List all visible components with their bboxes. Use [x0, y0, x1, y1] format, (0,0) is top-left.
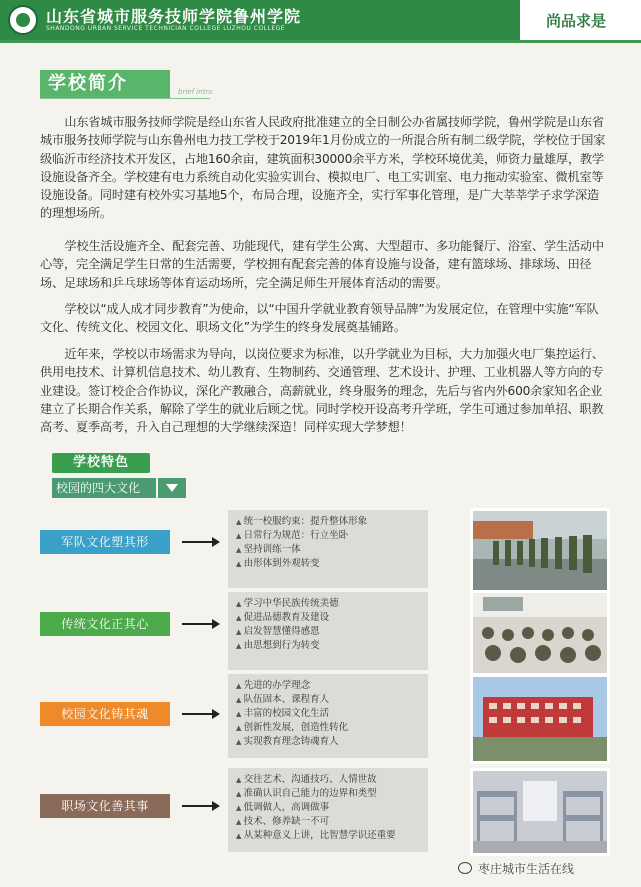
photo-classroom — [470, 590, 610, 676]
intro-divider — [40, 98, 210, 99]
bullet-item: ▲ 技术、修养缺一不可 — [236, 815, 420, 829]
bullet-item: ▲ 先进的办学理念 — [236, 679, 420, 693]
bullet-item: ▲ 促进品德教育及建设 — [236, 611, 420, 625]
page-header — [0, 0, 641, 40]
watermark: 枣庄城市生活在线 — [478, 862, 575, 876]
bullet-item: ▲ 由形体到外观转变 — [236, 557, 420, 571]
culture-bullets-campus — [228, 674, 428, 758]
intro-paragraph-1: 山东省城市服务技师学院是经山东省人民政府批准建立的全日制公办省属技师学院，鲁州学院是山东省城市服务技师学院与山东鲁州电力技工学校于2019年1月份成立的一所混合所有制二级学院，学校位于国家级临沂市经济技术开发区，占地160余亩，建筑面积30000余平方米，学校环境优美，师资力量雄厚，教学设施设备齐全。学校建有电力系统自动化实验实训台、模拟电厂、电工实训室、电力拖动实验室、微机室等设施设备。同时建有校外实习基地5个，布局合理，设施齐全，实行军事化管理，是广大莘莘学子求学深造的理想场所。 — [40, 115, 606, 221]
bullet-item: ▲ 低调做人，高调做事 — [236, 801, 420, 815]
intro-title: 学校简介 — [40, 70, 170, 98]
intro-paragraph-2: 学校生活设施齐全、配套完善、功能现代，建有学生公寓、大型超市、多功能餐厅、浴室、学生活动中心等，完全满足学生日常的生活需要，学校拥有配套完善的体育设施与设备，建有篮球场、排球场、田径场、足球场和乒乓球场等体育运动场所，完全满足师生开展体育活动的需要。 — [40, 239, 604, 290]
arrow-icon — [182, 805, 218, 807]
culture-bullets-military — [228, 510, 428, 588]
intro-title-en: brief intro — [178, 88, 213, 96]
wechat-icon — [458, 862, 472, 874]
school-name-en: SHANDONG URBAN SERVICE TECHNICIAN COLLEGE LUZHOU COLLEGE — [46, 25, 286, 32]
header-banner — [0, 0, 520, 40]
bullet-item: ▲ 丰富的校园文化生活 — [236, 707, 420, 721]
arrow-icon — [182, 623, 218, 625]
bullet-item: ▲ 由思想到行为转变 — [236, 639, 420, 653]
bullet-item: ▲ 坚持训练一体 — [236, 543, 420, 557]
bullet-item: ▲ 创新性发展，创造性转化 — [236, 721, 420, 735]
school-logo — [8, 5, 38, 35]
arrow-icon — [182, 713, 218, 715]
bullet-item: ▲ 实现教育理念铸魂育人 — [236, 735, 420, 749]
photo-military-training — [470, 508, 610, 594]
bullet-item: ▲ 学习中华民族传统美德 — [236, 597, 420, 611]
culture-label-traditional: 传统文化正其心 — [40, 612, 170, 636]
chevron-down-icon — [158, 478, 186, 498]
bullet-item: ▲ 准确认识自己能力的边界和类型 — [236, 787, 420, 801]
culture-label-military: 军队文化塑其形 — [40, 530, 170, 554]
culture-label-workplace: 职场文化善其事 — [40, 794, 170, 818]
school-name: 山东省城市服务技师学院鲁州学院 — [46, 7, 302, 26]
bullet-item: ▲ 日常行为规范：行立坐卧 — [236, 529, 420, 543]
bullet-item: ▲ 统一校服约束：提升整体形象 — [236, 515, 420, 529]
photo-campus-building — [470, 674, 610, 764]
features-title: 学校特色 — [52, 453, 150, 473]
bullet-item: ▲ 队伍固本、课程育人 — [236, 693, 420, 707]
photo-dormitory — [470, 768, 610, 856]
bullet-item: ▲ 启发智慧懂得感恩 — [236, 625, 420, 639]
culture-bullets-traditional — [228, 592, 428, 670]
intro-paragraph-4: 近年来，学校以市场需求为导向，以岗位要求为标准，以升学就业为目标，大力加强火电厂集控运行、供用电技术、计算机信息技术、幼儿教育、生物制药、交通管理、艺术设计、护理、工业机器人等方向的专业建设。签订校企合作协议，深化产教融合，高薪就业，终身服务的理念，先后与省内外600余家知名企业建立了长期合作关系，解除了学生的就业后顾之忧。同时学校开设高考升学班，学生可通过参加单招、职教高考、夏季高考，升入自己理想的大学继续深造！同样实现大学梦想！ — [40, 347, 604, 435]
bullet-item: ▲ 交往艺术、沟通技巧、人情世故 — [236, 773, 420, 787]
bullet-item: ▲ 从某种意义上讲，比智慧学识还重要 — [236, 829, 420, 843]
header-divider — [0, 40, 641, 43]
intro-paragraph-3: 学校以“成人成才同步教育”为使命，以“中国升学就业教育领导品牌”为发展定位，在管理中实施“军队文化、传统文化、校园文化、职场文化”为学生的终身发展奠基铺路。 — [40, 302, 599, 335]
school-motto: 尚品求是 — [546, 12, 607, 30]
culture-label-campus: 校园文化铸其魂 — [40, 702, 170, 726]
culture-bullets-workplace — [228, 768, 428, 852]
arrow-icon — [182, 541, 218, 543]
features-subtitle: 校园的四大文化 — [52, 478, 156, 498]
